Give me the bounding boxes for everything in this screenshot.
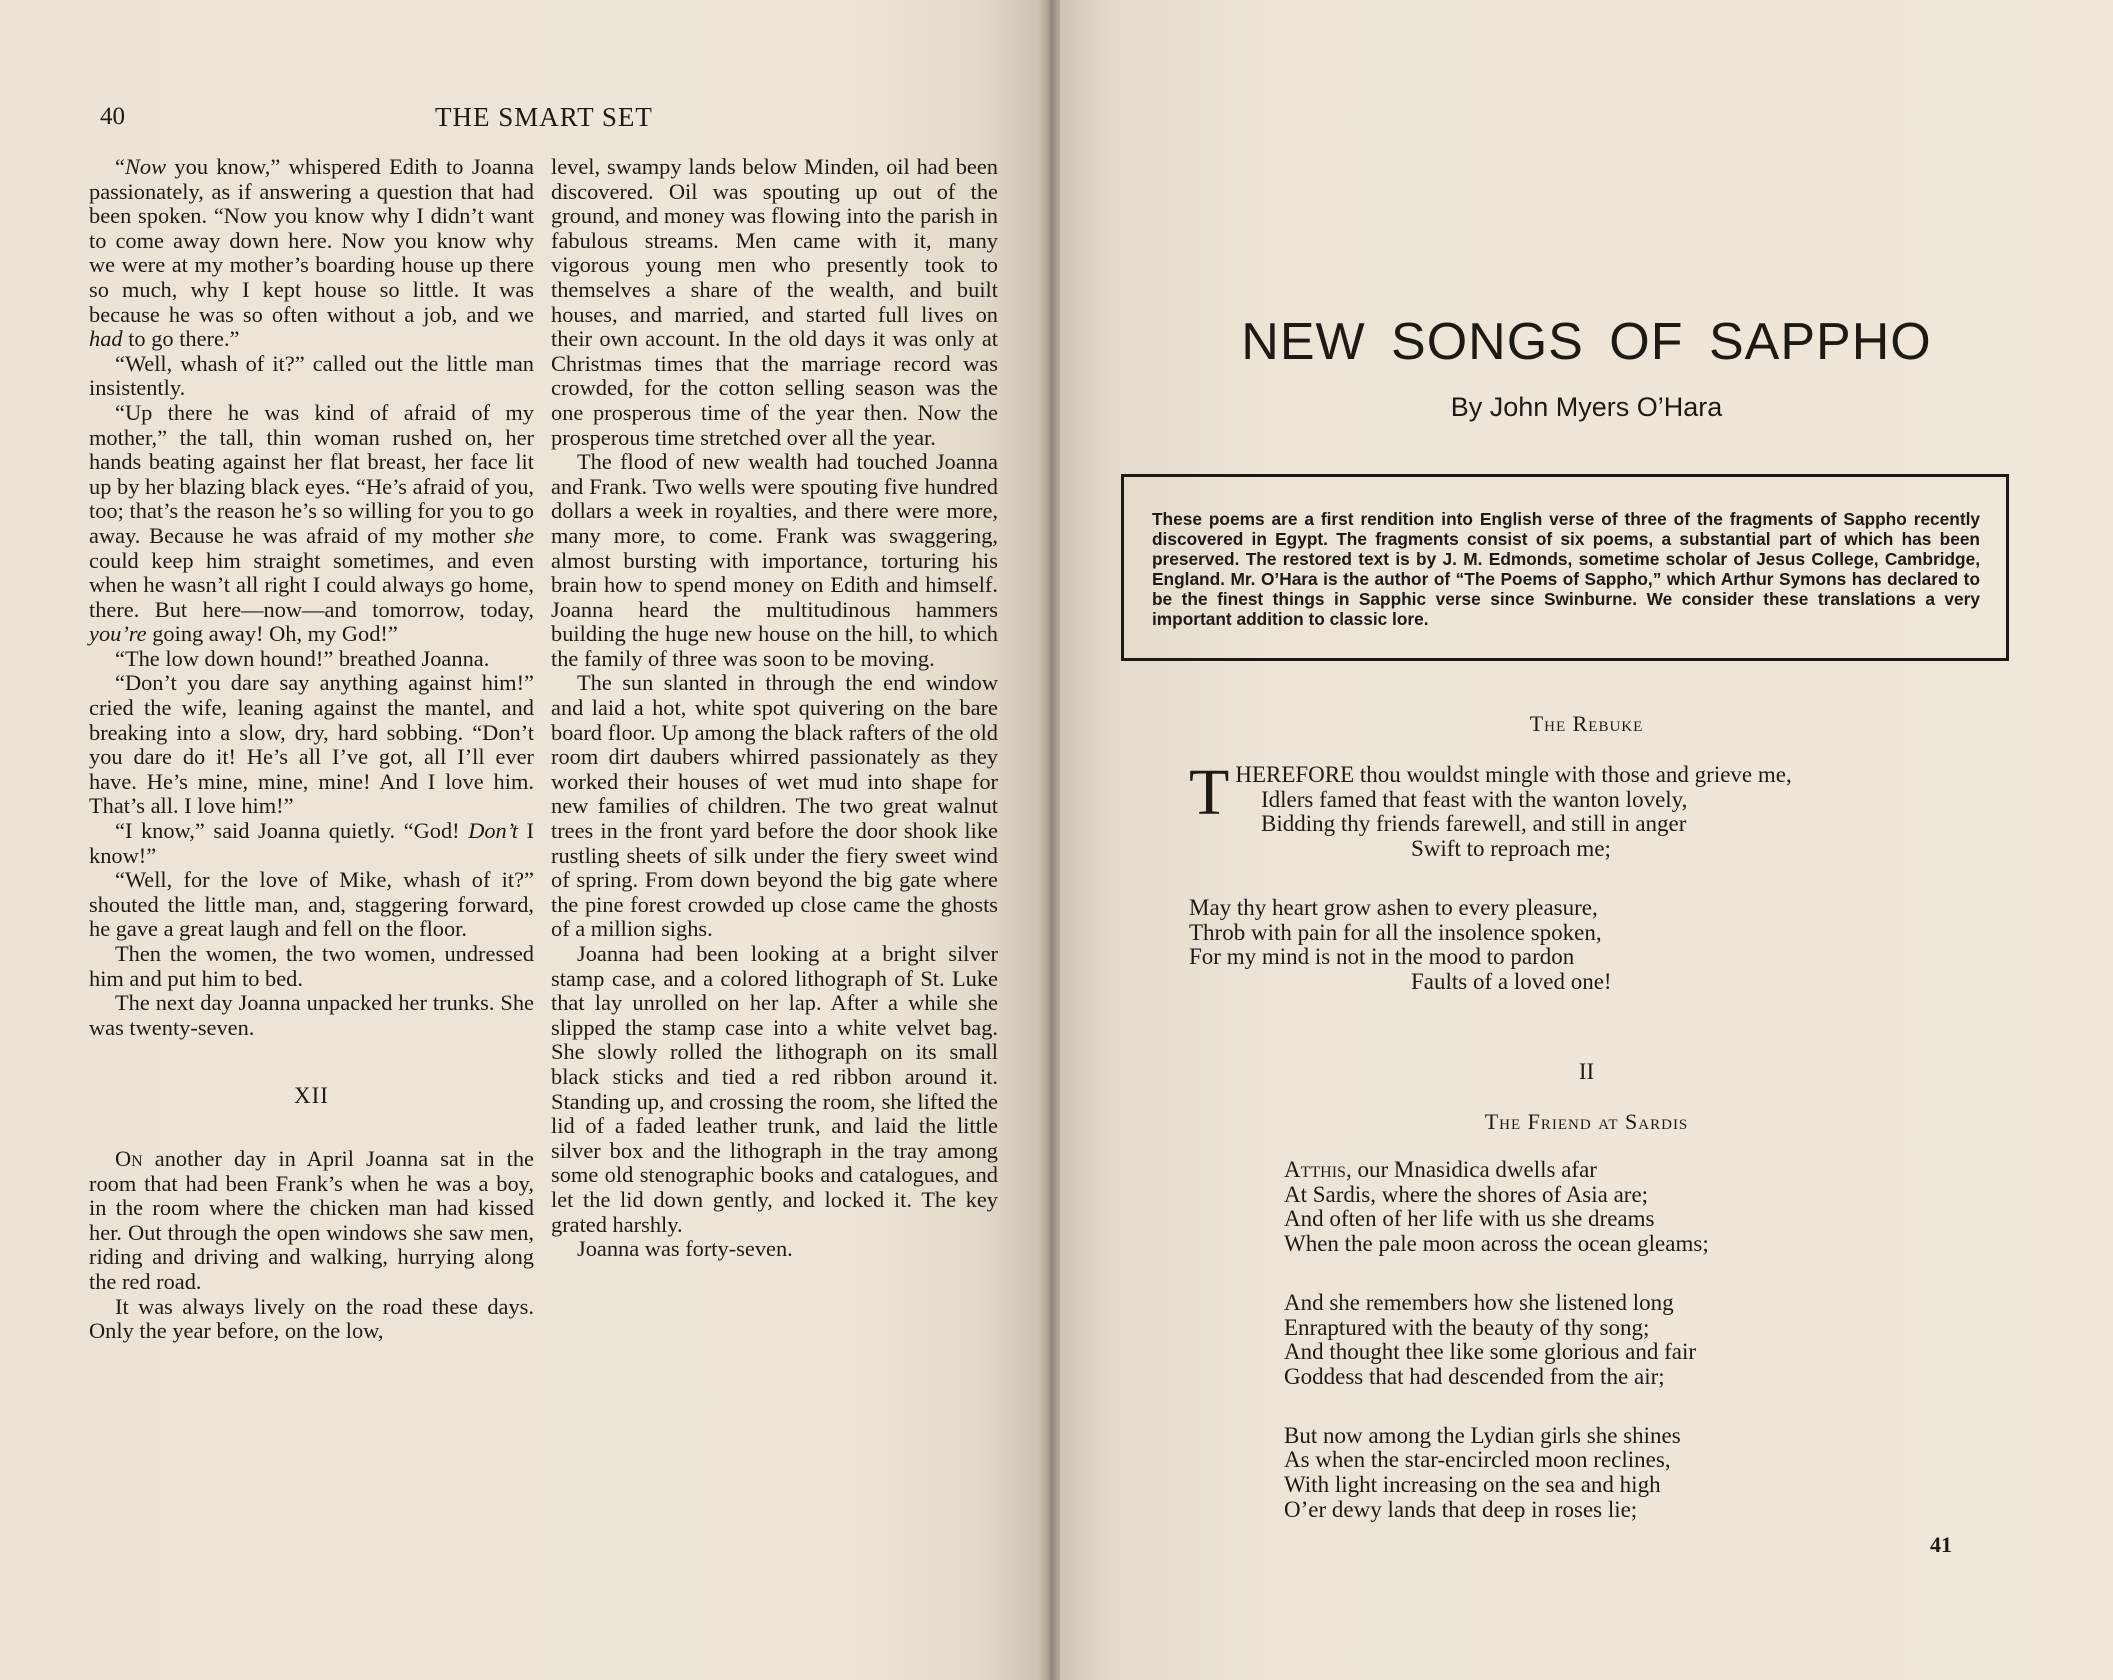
poem-line: For my mind is not in the mood to pardon xyxy=(1189,944,1575,970)
poem-line: Throb with pain for all the insolence spoken, xyxy=(1189,919,1602,945)
paragraph: The next day Joanna unpacked her trunks. She was twenty-seven. xyxy=(89,990,534,1040)
paragraph: On another day in April Joanna sat in the room that had been Frank’s when he was a boy, in the room where the chicken man had kissed her. Out through the open windows she saw men, riding and driving and walking, hurrying along the red road. xyxy=(89,1145,534,1294)
paragraph: It was always lively on the road these days. Only the year before, on the low, xyxy=(89,1293,534,1344)
poem-heading-friend-at-sardis: The Friend at Sardis xyxy=(1484,1109,1689,1134)
paragraph: The flood of new wealth had touched Joanna and Frank. Two wells were spouting five hundred dollars a week in royalties, and there were more, many more, to come. Frank was swaggering, almost bursting with importance, torturing his brain how to spend money on Edith and himself. Joanna heard the multitudinous hammers building the huge new house on the hill, to which the family of three was soon to be moving. xyxy=(551,449,998,671)
poem-number: II xyxy=(1578,1059,1595,1084)
paragraph: Joanna had been looking at a bright silver stamp case, and a colored lithograph of St. Luke that lay unrolled on her lap. After a while she slipped the stamp case into a white velvet bag. She slowly rolled the lithograph on its small black sticks and tied a red ribbon around it. Standing up, and crossing the room, she lifted the lid of a faded leather trunk, and laid the little silver box and the lithograph in the tray among some old stenographic books and catalogues, and let the lid down gently, and locked it. The key grated harshly. xyxy=(551,941,998,1237)
paragraph: “Well, for the love of Mike, whash of it?” shouted the little man, and, staggering forward, he gave a great laugh and fell on the floor. xyxy=(89,867,534,942)
book-gutter xyxy=(1038,0,1062,1680)
poem-line: At Sardis, where the shores of Asia are; xyxy=(1284,1181,1649,1207)
poem-line: Idlers famed that feast with the wanton lovely, xyxy=(1261,786,1688,812)
running-head: THE SMART SET xyxy=(435,102,653,132)
poem-line: With light increasing on the sea and high xyxy=(1284,1472,1661,1498)
editor-note-box xyxy=(1121,474,2009,661)
poem-line: O’er dewy lands that deep in roses lie; xyxy=(1284,1496,1638,1522)
poem-line: Goddess that had descended from the air; xyxy=(1284,1363,1665,1389)
poem-line: Bidding thy friends farewell, and still in anger xyxy=(1261,811,1687,837)
text-column-1 xyxy=(89,155,534,1344)
poem-line: Swift to reproach me; xyxy=(1411,836,1611,862)
page-number-right: 41 xyxy=(1930,1532,1952,1557)
paragraph: “Now you know,” whispered Edith to Joanna passionately, as if answering a question that had been spoken. “Now you know why I didn’t want to come away down here. Now you know why we were at my mother’s boarding house up there so much, why I kept house so little. It was because he was so often without a job, and we had to go there.” xyxy=(89,154,534,352)
left-page xyxy=(0,0,1045,1680)
stanza xyxy=(1189,756,1949,862)
poem-line: Atthis, our Mnasidica dwells afar xyxy=(1284,1157,1597,1182)
paragraph: “Don’t you dare say anything against him!” cried the wife, leaning against the mantel, and breaking into a slow, dry, hard sobbing. “Don’t you dare do it! He’s all I’ve got, all I’ll ever have. He’s mine, mine, mine! And I love him. That’s all. I love him!” xyxy=(89,670,534,819)
paragraph: “The low down hound!” breathed Joanna. xyxy=(115,645,490,671)
poem-line: And she remembers how she listened long xyxy=(1284,1289,1674,1315)
poem-line: And often of her life with us she dreams xyxy=(1284,1206,1655,1232)
poem-line: Faults of a loved one! xyxy=(1411,968,1612,994)
poem-line: May thy heart grow ashen to every pleasure, xyxy=(1189,894,1598,920)
poem-line: But now among the Lydian girls she shines xyxy=(1284,1422,1681,1448)
poem-line: As when the star-encircled moon reclines, xyxy=(1284,1447,1671,1473)
poem-rebuke xyxy=(1189,756,1949,1017)
stanza xyxy=(1284,1424,1984,1523)
poem-line: HEREFORE thou wouldst mingle with those and grieve me, xyxy=(1235,762,1792,787)
article-title: NEW SONGS OF SAPPHO xyxy=(1241,313,1932,371)
paragraph: Then the women, the two women, undressed him and put him to bed. xyxy=(89,941,534,991)
section-number: XII xyxy=(294,1083,329,1109)
page-number-left: 40 xyxy=(100,103,125,130)
editor-note-text: These poems are a first rendition into English verse of three of the fragments of Sappho recently discovered in Egypt. The fragments consist of six poems, a substantial part of which has been preserved. The restored text is by J. M. Edmonds, sometime scholar of Jesus College, Cambridge, England. Mr. O’Hara is the author of “The Poems of Sappho,” which Arthur Symons has declared to be the finest things in Sapphic verse since Swinburne. We consider these translations a very important addition to classic lore. xyxy=(1152,509,1980,629)
drop-cap: T xyxy=(1189,756,1230,829)
poem-friend-at-sardis xyxy=(1284,1158,1984,1544)
poem-line: Enraptured with the beauty of thy song; xyxy=(1284,1314,1650,1340)
byline: By John Myers O’Hara xyxy=(1450,392,1723,422)
stanza xyxy=(1189,896,1949,995)
paragraph: “Up there he was kind of afraid of my mother,” the tall, thin woman rushed on, her hands beating against her flat breast, her face lit up by her blazing black eyes. “He’s afraid of you, too; that’s the reason he’s so willing for you to go away. Because he was afraid of my mother she could keep him straight sometimes, and even when he wasn’t all right I could always go home, there. But here—now—and tomorrow, today, you’re going away! Oh, my God!” xyxy=(89,399,534,647)
stanza xyxy=(1284,1158,1984,1257)
text-column-2 xyxy=(551,155,998,1262)
paragraph: Joanna was forty-seven. xyxy=(577,1236,793,1262)
poem-line: When the pale moon across the ocean gleams; xyxy=(1284,1231,1709,1257)
poem-heading-rebuke: The Rebuke xyxy=(1529,711,1644,736)
poem-line: And thought thee like some glorious and fair xyxy=(1284,1339,1697,1365)
paragraph: The sun slanted in through the end window and laid a hot, white spot quivering on the bare board floor. Up among the black rafters of the old room dirt daubers whirred passionately as they worked their houses of wet mud into shape for new families of children. The two great walnut trees in the front yard before the door shook like rustling sheets of silk under the fiery sweet wind of spring. From down beyond the big gate where the pine forest crowded up close came the ghosts of a million sighs. xyxy=(551,670,998,942)
stanza xyxy=(1284,1291,1984,1390)
paragraph: “Well, whash of it?” called out the little man insistently. xyxy=(89,350,534,401)
paragraph: level, swampy lands below Minden, oil had been discovered. Oil was spouting up out of the ground, and money was flowing into the parish in fabulous streams. Men came with it, many vigorous young men who presently took to themselves a share of the wealth, and built houses, and married, and started full lives on their own account. In the old days it was only at Christmas times that the marriage record was crowded, for the cotton selling season was the one prosperous time of the year then. Now the prosperous time stretched over all the year. xyxy=(551,154,998,450)
paragraph: “I know,” said Joanna quietly. “God! Don’t I know!” xyxy=(89,818,534,868)
